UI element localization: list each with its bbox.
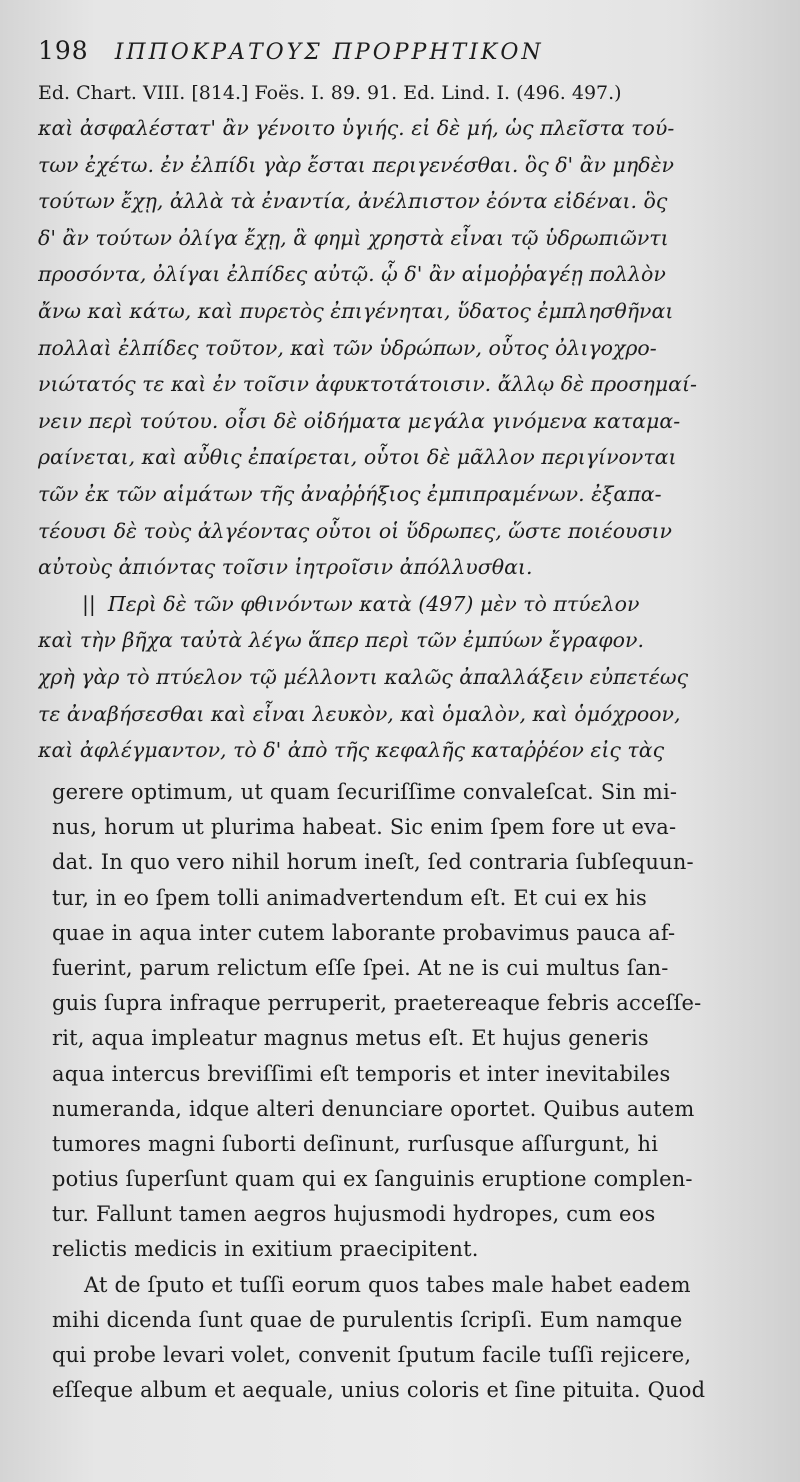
latin-line: numeranda, idque alteri denunciare oportet. Quibus autem <box>52 1096 695 1121</box>
greek-line: καὶ ἀσφαλέστατ' ἂν γένοιτο ὑγιής. εἰ δὲ μή, ὡς πλεῖστα τού- <box>38 116 675 140</box>
greek-line: αὐτοὺς ἀπιόντας τοῖσιν ἰητροῖσιν ἀπόλλυσθαι. <box>38 555 533 580</box>
running-title: ΙΠΠΟΚΡΑΤΟΥΣ ΠΡΟΡΡΗΤΙΚΟΝ <box>114 40 544 65</box>
edition-references: Ed. Chart. VIII. [814.] Foës. I. 89. 91. Ed. Lind. I. (496. 497.) <box>38 82 622 104</box>
greek-line: καὶ ἀφλέγμαντον, τὸ δ' ἀπὸ τῆς κεφαλῆς καταῤῥέον εἰς τὰς <box>38 738 665 763</box>
greek-line: τῶν ἐκ τῶν αἱμάτων τῆς ἀναῤῥήξιος ἐμπιπραμένων. ἐξαπα- <box>38 481 662 506</box>
greek-line: ραίνεται, καὶ αὖθις ἐπαίρεται, οὗτοι δὲ μᾶλλον περιγίνονται <box>38 445 677 470</box>
latin-line: tumores magni ſuborti deſinunt, rurſusque aſſurgunt, hi <box>52 1131 659 1156</box>
latin-text-block <box>52 775 774 1408</box>
greek-line: ἄνω καὶ κάτω, καὶ πυρετὸς ἐπιγένηται, ὕδατος ἐμπλησθῆναι <box>38 298 674 323</box>
latin-line: dat. In quo vero nihil horum ineſt, ſed contraria ſubſequun- <box>52 850 694 875</box>
greek-line-text: Περὶ δὲ τῶν φθινόντων κατὰ (497) μὲν τὸ πτύελον <box>107 591 640 616</box>
latin-line: gerere optimum, ut quam ſecuriſſime convaleſcat. Sin mi- <box>52 780 678 804</box>
latin-line: fuerint, parum relictum eſſe ſpei. At ne is cui multus ſan- <box>52 955 669 980</box>
paragraph-mark: || <box>82 591 96 616</box>
greek-line: νειν περὶ τούτου. οἷσι δὲ οἰδήματα μεγάλα γινόμενα καταμα- <box>38 408 681 433</box>
latin-line: mihi dicenda ſunt quae de purulentis ſcripſi. Eum namque <box>52 1307 683 1332</box>
page-number: 198 <box>38 36 89 65</box>
latin-line: tur, in eo ſpem tolli animadvertendum eſt. Et cui ex his <box>52 885 648 910</box>
latin-line: potius ſuperſunt quam qui ex ſanguinis eruptione complen- <box>52 1167 693 1192</box>
greek-line: χρὴ γὰρ τὸ πτύελον τῷ μέλλοντι καλῶς ἀπαλλάξειν εὐπετέως <box>38 664 689 689</box>
greek-line: τούτων ἔχῃ, ἀλλὰ τὰ ἐναντία, ἀνέλπιστον ἐόντα εἰδέναι. ὃς <box>38 189 668 214</box>
latin-line: quae in aqua inter cutem laborante probavimus pauca af- <box>52 920 676 945</box>
latin-paragraph-start: At de ſputo et tuſſi eorum quos tabes male habet eadem <box>84 1272 691 1297</box>
greek-line: δ' ἂν τούτων ὀλίγα ἔχῃ, ἃ φημὶ χρηστὰ εἶναι τῷ ὑδρωπιῶντι <box>38 225 669 250</box>
greek-line: των ἐχέτω. ἐν ἐλπίδι γὰρ ἔσται περιγενέσθαι. ὃς δ' ἂν μηδὲν <box>38 152 674 177</box>
latin-line: relictis medicis in exitium praecipitent. <box>52 1237 479 1262</box>
latin-line: qui probe levari volet, convenit ſputum facile tuſſi rejicere, <box>52 1343 692 1367</box>
latin-line: tur. Fallunt tamen aegros hujusmodi hydropes, cum eos <box>52 1202 656 1227</box>
greek-text-block <box>38 110 778 769</box>
page-header <box>38 36 778 76</box>
latin-line: guis ſupra infraque perruperit, praetereaque febris acceſſe- <box>52 991 702 1016</box>
greek-line: τέουσι δὲ τοὺς ἀλγέοντας οὗτοι οἱ ὕδρωπες, ὥστε ποιέουσιν <box>38 518 672 543</box>
latin-line: nus, horum ut plurima habeat. Sic enim ſpem fore ut eva- <box>52 815 677 840</box>
greek-line: προσόντα, ὀλίγαι ἐλπίδες αὐτῷ. ᾧ δ' ἂν αἱμοῤῥαγέῃ πολλὸν <box>38 262 666 287</box>
latin-line: aqua intercus breviſſimi eſt temporis et inter inevitabiles <box>52 1061 671 1086</box>
latin-line: rit, aqua impleatur magnus metus eſt. Et hujus generis <box>52 1026 649 1051</box>
greek-line: τε ἀναβήσεσθαι καὶ εἶναι λευκὸν, καὶ ὁμαλὸν, καὶ ὁμόχροον, <box>38 701 681 726</box>
greek-paragraph-start <box>38 586 778 623</box>
greek-line: πολλαὶ ἐλπίδες τοῦτον, καὶ τῶν ὑδρώπων, οὗτος ὀλιγοχρο- <box>38 335 657 360</box>
greek-line: νιώτατός τε καὶ ἐν τοῖσιν ἀφυκτοτάτοισιν. ἄλλῳ δὲ προσημαί- <box>38 372 697 397</box>
greek-line: καὶ τὴν βῆχα ταὐτὰ λέγω ἅπερ περὶ τῶν ἐμπύων ἔγραφον. <box>38 628 644 653</box>
latin-line: eſſeque album et aequale, unius coloris et ſine pituita. Quod <box>52 1378 706 1403</box>
